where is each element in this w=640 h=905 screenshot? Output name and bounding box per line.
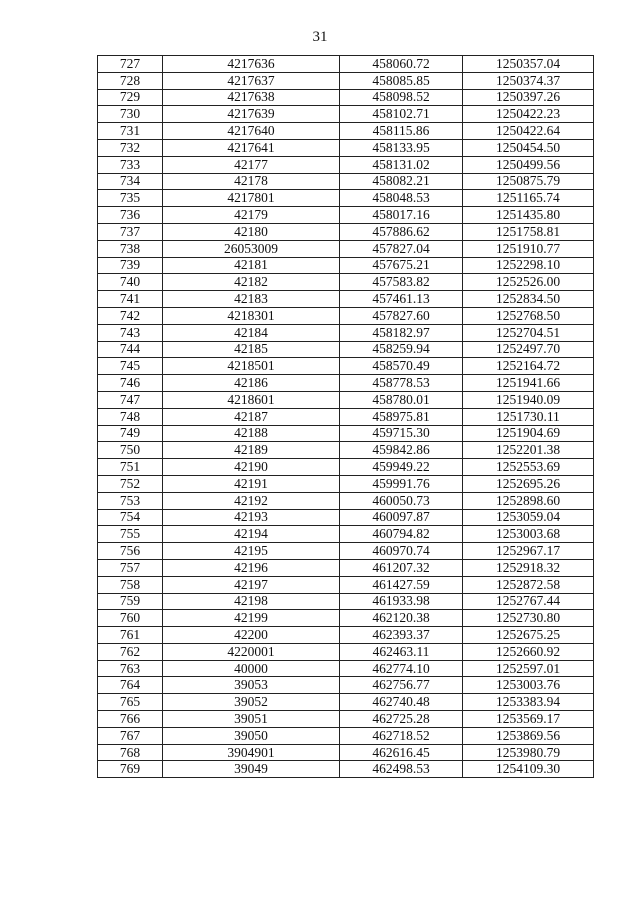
x-coordinate-cell: 458182.97 [340,324,463,341]
x-coordinate-cell: 458115.86 [340,123,463,140]
point-id-cell: 4217641 [163,139,340,156]
y-coordinate-cell: 1252768.50 [463,307,594,324]
x-coordinate-cell: 458085.85 [340,72,463,89]
row-index-cell: 745 [98,358,163,375]
table-row [98,223,594,240]
row-index-cell: 751 [98,459,163,476]
y-coordinate-cell: 1253980.79 [463,744,594,761]
row-index-cell: 755 [98,526,163,543]
table-row [98,408,594,425]
x-coordinate-cell: 459715.30 [340,425,463,442]
y-coordinate-cell: 1253383.94 [463,694,594,711]
x-coordinate-cell: 457675.21 [340,257,463,274]
y-coordinate-cell: 1251435.80 [463,207,594,224]
y-coordinate-cell: 1251940.09 [463,391,594,408]
x-coordinate-cell: 458570.49 [340,358,463,375]
x-coordinate-cell: 458131.02 [340,156,463,173]
row-index-cell: 728 [98,72,163,89]
y-coordinate-cell: 1253003.76 [463,677,594,694]
point-id-cell: 42199 [163,610,340,627]
row-index-cell: 738 [98,240,163,257]
x-coordinate-cell: 458048.53 [340,190,463,207]
row-index-cell: 743 [98,324,163,341]
point-id-cell: 4217636 [163,56,340,73]
row-index-cell: 759 [98,593,163,610]
x-coordinate-cell: 461933.98 [340,593,463,610]
y-coordinate-cell: 1250875.79 [463,173,594,190]
y-coordinate-cell: 1253569.17 [463,711,594,728]
x-coordinate-cell: 457827.60 [340,307,463,324]
x-coordinate-cell: 462120.38 [340,610,463,627]
y-coordinate-cell: 1252660.92 [463,643,594,660]
table-row [98,576,594,593]
point-id-cell: 42200 [163,627,340,644]
point-id-cell: 42186 [163,375,340,392]
point-id-cell: 42181 [163,257,340,274]
x-coordinate-cell: 459842.86 [340,442,463,459]
point-id-cell: 4217639 [163,106,340,123]
x-coordinate-cell: 460794.82 [340,526,463,543]
table-row [98,627,594,644]
y-coordinate-cell: 1251165.74 [463,190,594,207]
table-row [98,711,594,728]
point-id-cell: 39052 [163,694,340,711]
x-coordinate-cell: 458082.21 [340,173,463,190]
y-coordinate-cell: 1252872.58 [463,576,594,593]
row-index-cell: 742 [98,307,163,324]
table-row [98,240,594,257]
point-id-cell: 42180 [163,223,340,240]
x-coordinate-cell: 461207.32 [340,559,463,576]
point-id-cell: 42179 [163,207,340,224]
y-coordinate-cell: 1254109.30 [463,761,594,778]
point-id-cell: 42190 [163,459,340,476]
y-coordinate-cell: 1252553.69 [463,459,594,476]
row-index-cell: 731 [98,123,163,140]
point-id-cell: 42177 [163,156,340,173]
row-index-cell: 747 [98,391,163,408]
row-index-cell: 761 [98,627,163,644]
x-coordinate-cell: 458259.94 [340,341,463,358]
y-coordinate-cell: 1252298.10 [463,257,594,274]
table-body [98,56,594,778]
row-index-cell: 750 [98,442,163,459]
point-id-cell: 42197 [163,576,340,593]
point-id-cell: 42194 [163,526,340,543]
row-index-cell: 734 [98,173,163,190]
row-index-cell: 737 [98,223,163,240]
x-coordinate-cell: 458060.72 [340,56,463,73]
y-coordinate-cell: 1253003.68 [463,526,594,543]
table-row [98,72,594,89]
x-coordinate-cell: 462616.45 [340,744,463,761]
y-coordinate-cell: 1252898.60 [463,492,594,509]
row-index-cell: 732 [98,139,163,156]
x-coordinate-cell: 462774.10 [340,660,463,677]
row-index-cell: 740 [98,274,163,291]
y-coordinate-cell: 1252497.70 [463,341,594,358]
table-row [98,89,594,106]
point-id-cell: 4218601 [163,391,340,408]
y-coordinate-cell: 1252834.50 [463,291,594,308]
row-index-cell: 764 [98,677,163,694]
row-index-cell: 733 [98,156,163,173]
page-number: 31 [312,29,328,45]
point-id-cell: 39050 [163,727,340,744]
row-index-cell: 730 [98,106,163,123]
row-index-cell: 765 [98,694,163,711]
y-coordinate-cell: 1252201.38 [463,442,594,459]
table-row [98,526,594,543]
table-row [98,358,594,375]
row-index-cell: 756 [98,543,163,560]
y-coordinate-cell: 1252704.51 [463,324,594,341]
x-coordinate-cell: 458098.52 [340,89,463,106]
row-index-cell: 736 [98,207,163,224]
y-coordinate-cell: 1252730.80 [463,610,594,627]
point-id-cell: 42183 [163,291,340,308]
x-coordinate-cell: 462498.53 [340,761,463,778]
table-row [98,375,594,392]
y-coordinate-cell: 1252967.17 [463,543,594,560]
table-row [98,324,594,341]
point-id-cell: 42189 [163,442,340,459]
y-coordinate-cell: 1250397.26 [463,89,594,106]
row-index-cell: 758 [98,576,163,593]
y-coordinate-cell: 1252767.44 [463,593,594,610]
table-row [98,677,594,694]
row-index-cell: 746 [98,375,163,392]
y-coordinate-cell: 1250422.64 [463,123,594,140]
table-row [98,744,594,761]
row-index-cell: 752 [98,475,163,492]
y-coordinate-cell: 1251758.81 [463,223,594,240]
point-id-cell: 42185 [163,341,340,358]
point-id-cell: 42178 [163,173,340,190]
point-id-cell: 26053009 [163,240,340,257]
y-coordinate-cell: 1250374.37 [463,72,594,89]
x-coordinate-cell: 462740.48 [340,694,463,711]
row-index-cell: 763 [98,660,163,677]
y-coordinate-cell: 1251941.66 [463,375,594,392]
y-coordinate-cell: 1252918.32 [463,559,594,576]
x-coordinate-cell: 458017.16 [340,207,463,224]
table-row [98,173,594,190]
y-coordinate-cell: 1251730.11 [463,408,594,425]
point-id-cell: 4217801 [163,190,340,207]
table-row [98,123,594,140]
row-index-cell: 768 [98,744,163,761]
point-id-cell: 4217637 [163,72,340,89]
x-coordinate-cell: 462756.77 [340,677,463,694]
row-index-cell: 727 [98,56,163,73]
point-id-cell: 4218301 [163,307,340,324]
x-coordinate-cell: 460097.87 [340,509,463,526]
x-coordinate-cell: 460050.73 [340,492,463,509]
table-row [98,610,594,627]
row-index-cell: 749 [98,425,163,442]
x-coordinate-cell: 458102.71 [340,106,463,123]
y-coordinate-cell: 1250454.50 [463,139,594,156]
row-index-cell: 762 [98,643,163,660]
coordinates-table [97,55,594,778]
row-index-cell: 741 [98,291,163,308]
y-coordinate-cell: 1252597.01 [463,660,594,677]
x-coordinate-cell: 462463.11 [340,643,463,660]
x-coordinate-cell: 461427.59 [340,576,463,593]
x-coordinate-cell: 460970.74 [340,543,463,560]
point-id-cell: 42195 [163,543,340,560]
table-row [98,459,594,476]
point-id-cell: 39049 [163,761,340,778]
y-coordinate-cell: 1252675.25 [463,627,594,644]
x-coordinate-cell: 458975.81 [340,408,463,425]
point-id-cell: 39051 [163,711,340,728]
x-coordinate-cell: 457886.62 [340,223,463,240]
row-index-cell: 767 [98,727,163,744]
point-id-cell: 39053 [163,677,340,694]
table-row [98,643,594,660]
table-row [98,56,594,73]
table-row [98,727,594,744]
row-index-cell: 766 [98,711,163,728]
point-id-cell: 4218501 [163,358,340,375]
row-index-cell: 729 [98,89,163,106]
row-index-cell: 757 [98,559,163,576]
table-row [98,442,594,459]
point-id-cell: 42196 [163,559,340,576]
row-index-cell: 753 [98,492,163,509]
table-row [98,543,594,560]
point-id-cell: 40000 [163,660,340,677]
x-coordinate-cell: 457827.04 [340,240,463,257]
point-id-cell: 42192 [163,492,340,509]
table-row [98,274,594,291]
x-coordinate-cell: 462718.52 [340,727,463,744]
row-index-cell: 769 [98,761,163,778]
y-coordinate-cell: 1250357.04 [463,56,594,73]
y-coordinate-cell: 1250499.56 [463,156,594,173]
table-row [98,156,594,173]
point-id-cell: 3904901 [163,744,340,761]
x-coordinate-cell: 462725.28 [340,711,463,728]
point-id-cell: 42188 [163,425,340,442]
row-index-cell: 744 [98,341,163,358]
x-coordinate-cell: 462393.37 [340,627,463,644]
point-id-cell: 42187 [163,408,340,425]
table-row [98,492,594,509]
table-row [98,307,594,324]
row-index-cell: 739 [98,257,163,274]
point-id-cell: 4217638 [163,89,340,106]
x-coordinate-cell: 458133.95 [340,139,463,156]
point-id-cell: 42198 [163,593,340,610]
table-row [98,291,594,308]
point-id-cell: 42191 [163,475,340,492]
table-row [98,341,594,358]
row-index-cell: 760 [98,610,163,627]
table-row [98,391,594,408]
row-index-cell: 748 [98,408,163,425]
x-coordinate-cell: 457583.82 [340,274,463,291]
y-coordinate-cell: 1253059.04 [463,509,594,526]
point-id-cell: 4220001 [163,643,340,660]
y-coordinate-cell: 1252164.72 [463,358,594,375]
table-row [98,207,594,224]
row-index-cell: 735 [98,190,163,207]
y-coordinate-cell: 1252695.26 [463,475,594,492]
x-coordinate-cell: 457461.13 [340,291,463,308]
point-id-cell: 42182 [163,274,340,291]
table-row [98,509,594,526]
table-row [98,559,594,576]
table-row [98,761,594,778]
table-row [98,475,594,492]
y-coordinate-cell: 1252526.00 [463,274,594,291]
table-row [98,139,594,156]
x-coordinate-cell: 458778.53 [340,375,463,392]
table-row [98,257,594,274]
point-id-cell: 42184 [163,324,340,341]
table-row [98,660,594,677]
y-coordinate-cell: 1250422.23 [463,106,594,123]
row-index-cell: 754 [98,509,163,526]
y-coordinate-cell: 1251904.69 [463,425,594,442]
point-id-cell: 42193 [163,509,340,526]
y-coordinate-cell: 1251910.77 [463,240,594,257]
x-coordinate-cell: 459991.76 [340,475,463,492]
x-coordinate-cell: 459949.22 [340,459,463,476]
x-coordinate-cell: 458780.01 [340,391,463,408]
point-id-cell: 4217640 [163,123,340,140]
y-coordinate-cell: 1253869.56 [463,727,594,744]
table-row [98,694,594,711]
table-row [98,593,594,610]
table-row [98,106,594,123]
table-row [98,190,594,207]
table-row [98,425,594,442]
